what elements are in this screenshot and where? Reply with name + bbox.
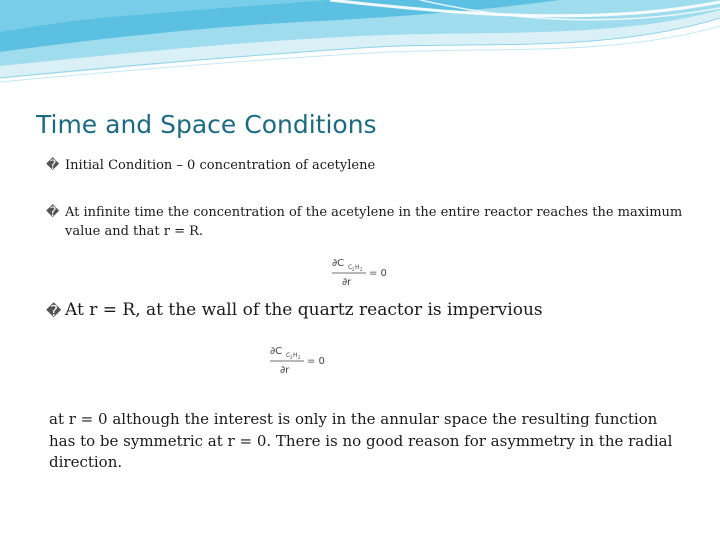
equation-subscript-c-count: 2 (290, 355, 293, 360)
bullet-marker: � (46, 158, 60, 173)
equation-subscript-h-count: 2 (298, 355, 301, 360)
equation-subscript-h-count: 2 (360, 267, 363, 272)
equation-subscript-c-count: 2 (352, 267, 355, 272)
equation-subscript-c: C (286, 352, 291, 359)
bullet-marker: � (46, 302, 62, 320)
equation-rhs: = 0 (307, 356, 325, 367)
bullet-wall-condition (46, 299, 686, 321)
symmetry-paragraph: at r = 0 although the interest is only in the annular space the resulting function has to be symmetric at r = 0. There is no good reason for asymmetry in the radial direction. (49, 410, 673, 471)
bullet-marker: � (46, 205, 60, 220)
equation-subscript-c: C (348, 264, 353, 271)
equation-1 (330, 254, 392, 290)
equation-denominator: ∂r (342, 277, 352, 288)
equation-numerator: ∂C (270, 346, 283, 357)
bullet-text: At infinite time the concentration of the acetylene in the entire reactor reaches the maximum value and that r = R. (65, 205, 683, 239)
bullet-text: At r = R, at the wall of the quartz reactor is impervious (65, 300, 543, 320)
equation-subscript-h: H (355, 264, 360, 271)
bullet-initial-condition (46, 157, 686, 175)
equation-denominator: ∂r (280, 365, 290, 376)
bullet-text: Initial Condition – 0 concentration of acetylene (65, 158, 376, 173)
slide-title: Time and Space Conditions (36, 110, 377, 139)
bullet-infinite-time (46, 203, 686, 241)
equation-numerator: ∂C (332, 258, 345, 269)
equation-subscript-h: H (293, 352, 298, 359)
equation-2 (268, 342, 330, 378)
header-wave-decoration (0, 0, 720, 90)
equation-rhs: = 0 (369, 268, 387, 279)
